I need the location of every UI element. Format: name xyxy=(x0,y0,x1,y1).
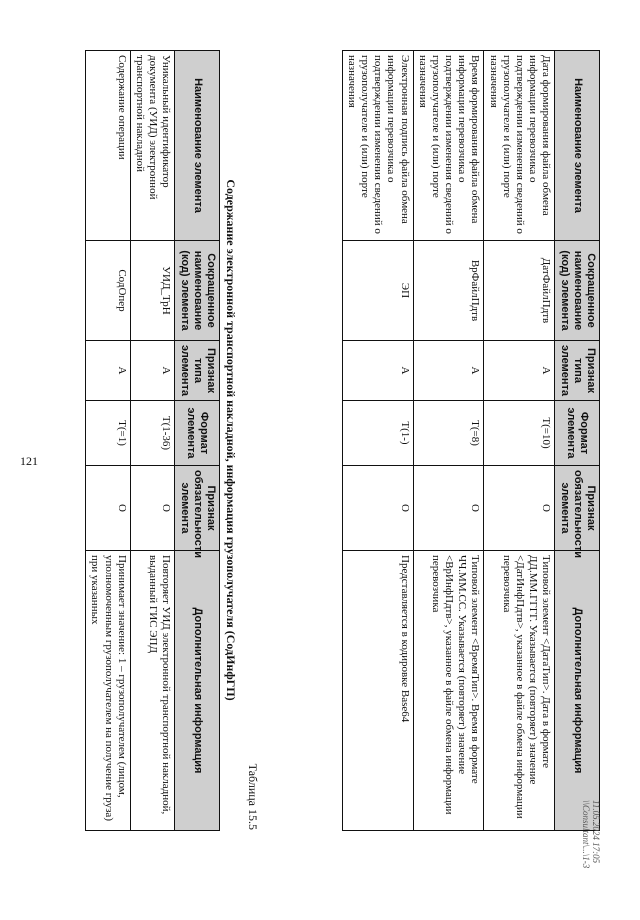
t2-r0-c2: А xyxy=(130,341,175,401)
t2-h1: Сокращенное наименование (код) элемента xyxy=(175,241,220,341)
t1-r2-c2: А xyxy=(342,341,413,401)
table-1 xyxy=(342,50,600,831)
table-row xyxy=(484,51,555,831)
t1-r0-c5: Типовой элемент <ДатаТип>. Дата в формате ДД.ММ.ГГГГ. Указывается (повторяет) значение <ДатИнфПдтв>, указанное в файле обмена информации перевозчика xyxy=(484,551,555,831)
table-number: Таблица 15.5 xyxy=(246,763,260,830)
t1-r0-c2: А xyxy=(484,341,555,401)
t1-h1: Сокращенное наименование (код) элемента xyxy=(555,241,600,341)
table-2 xyxy=(85,50,220,831)
t2-h4: Признак обязательности элемента xyxy=(175,466,220,551)
table-2-header-row xyxy=(175,51,220,831)
t1-r0-c3: T(=10) xyxy=(484,401,555,466)
t1-r1-c1: ВрФайлПдтв xyxy=(413,241,484,341)
t1-h0: Наименование элемента xyxy=(555,51,600,241)
t2-r1-c0: Содержание операции xyxy=(86,51,131,241)
print-stamp: 11.05.2024 17:05 \\Consultant\...\1-3 xyxy=(581,800,601,869)
table-row xyxy=(130,51,175,831)
t2-r1-c2: А xyxy=(86,341,131,401)
rotated-page-content xyxy=(40,50,600,830)
t1-r0-c4: О xyxy=(484,466,555,551)
page-number: 121 xyxy=(20,454,38,468)
t1-h3: Формат элемента xyxy=(555,401,600,466)
t1-h2: Признак типа элемента xyxy=(555,341,600,401)
t2-h0: Наименование элемента xyxy=(175,51,220,241)
t1-h5: Дополнительная информация xyxy=(555,551,600,831)
t1-r2-c0: Электронная подпись файла обмена информации перевозчика о подтверждении изменения сведений о грузополучателе и (или) порте назначения xyxy=(342,51,413,241)
table-row xyxy=(86,51,131,831)
table-row xyxy=(342,51,413,831)
t1-r2-c5: Представляется в кодировке Base64 xyxy=(342,551,413,831)
t1-r1-c2: А xyxy=(413,341,484,401)
t1-r0-c0: Дата формирования файла обмена информации перевозчика о подтверждении изменения сведений о грузополучателе и (или) порте назначения xyxy=(484,51,555,241)
t1-r1-c5: Типовой элемент <ВремяТип>. Время в формате ЧЧ.ММ.СС. Указывается (повторяет) значение <ВрИнфПдтв>, указанное в файле обмена информации перевозчика xyxy=(413,551,484,831)
t2-r0-c4: О xyxy=(130,466,175,551)
t1-r1-c4: О xyxy=(413,466,484,551)
t2-r0-c1: УИД_ТрН xyxy=(130,241,175,341)
t1-r2-c3: T(1-) xyxy=(342,401,413,466)
t2-r1-c5: Принимает значение: 1 – грузополучателем (лицом, уполномоченным грузополучателем на получение груза) при указанных xyxy=(86,551,131,831)
t2-r1-c4: О xyxy=(86,466,131,551)
t1-r1-c3: T(=8) xyxy=(413,401,484,466)
t1-r2-c1: ЭП xyxy=(342,241,413,341)
table-row xyxy=(413,51,484,831)
t2-r0-c0: Уникальный идентификатор документа (УИД) электронной транспортной накладной xyxy=(130,51,175,241)
t2-r1-c1: СодОпер xyxy=(86,241,131,341)
t2-h3: Формат элемента xyxy=(175,401,220,466)
t1-h4: Признак обязательности элемента xyxy=(555,466,600,551)
t2-r0-c3: T(1-36) xyxy=(130,401,175,466)
t2-h2: Признак типа элемента xyxy=(175,341,220,401)
t1-r0-c1: ДатФайлПдтв xyxy=(484,241,555,341)
t2-h5: Дополнительная информация xyxy=(175,551,220,831)
t2-r1-c3: T(=1) xyxy=(86,401,131,466)
t2-r0-c5: Повторяет УИД электронной транспортной накладной, выданный ГИС ЭПД xyxy=(130,551,175,831)
t1-r1-c0: Время формирования файла обмена информации перевозчика о подтверждении изменения сведений о грузополучателе и (или) порте назначения xyxy=(413,51,484,241)
table-2-title: Содержание электронной транспортной накладной, информация грузополучателя (СодИнфГП) xyxy=(224,179,238,701)
table-1-header-row xyxy=(555,51,600,831)
t1-r2-c4: О xyxy=(342,466,413,551)
